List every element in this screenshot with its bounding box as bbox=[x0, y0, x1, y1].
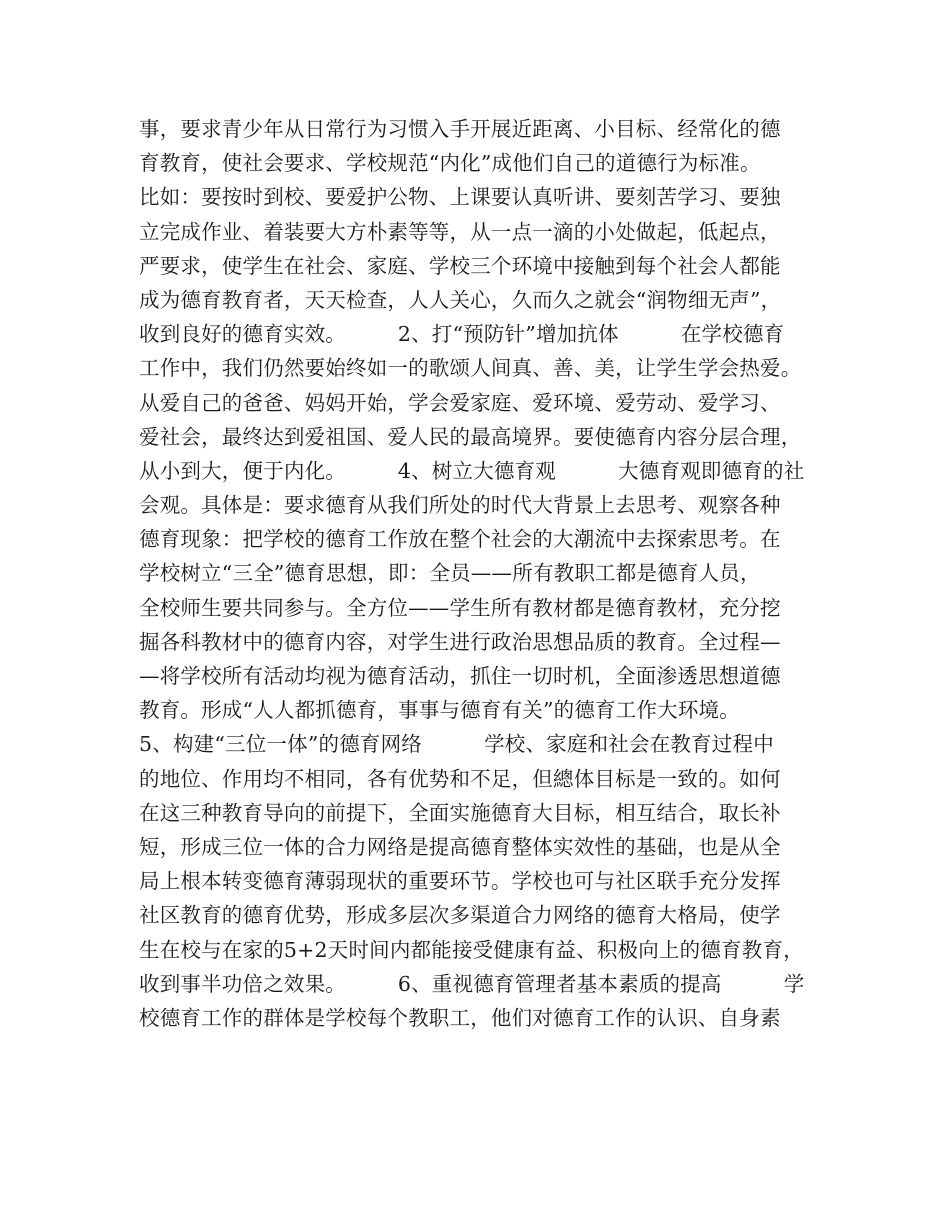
text-line: 比如：要按时到校、要爱护公物、上课要认真听讲、要刻苦学习、要独 bbox=[139, 185, 781, 210]
text-line: 德育现象：把学校的德育工作放在整个社会的大潮流中去探索思考。在 bbox=[139, 527, 781, 552]
text-line: 收到事半功倍之效果。 6、重视德育管理者基本素质的提高 学 bbox=[139, 971, 805, 996]
text-line: 立完成作业、着装要大方朴素等等，从一点一滴的小处做起，低起点， bbox=[139, 219, 781, 244]
text-line: 生在校与在家的5+2天时间内都能接受健康有益、积极向上的德育教育， bbox=[139, 937, 804, 962]
text-line: 局上根本转变德育薄弱现状的重要环节。学校也可与社区联手充分发挥 bbox=[139, 869, 781, 894]
text-line: 5、构建“三位一体”的德育网络 学校、家庭和社会在教育过程中 bbox=[139, 732, 774, 757]
text-line: 从小到大，便于内化。 4、树立大德育观 大德育观即德育的社 bbox=[139, 458, 805, 483]
text-line: 在这三种教育导向的前提下，全面实施德育大目标，相互结合，取长补 bbox=[139, 800, 781, 825]
text-line: 收到良好的德育实效。 2、打“预防针”增加抗体 在学校德育 bbox=[139, 322, 785, 347]
text-line: 全校师生要共同参与。全方位——学生所有教材都是德育教材，充分挖 bbox=[139, 595, 781, 620]
text-line: 社区教育的德育优势，形成多层次多渠道合力网络的德育大格局，使学 bbox=[139, 903, 781, 928]
text-line: 校德育工作的群体是学校每个教职工，他们对德育工作的认识、自身素 bbox=[139, 1005, 781, 1030]
text-line: 学校树立“三全”德育思想，即：全员——所有教职工都是德育人员， bbox=[139, 561, 761, 586]
text-line: 会观。具体是：要求德育从我们所处的时代大背景上去思考、观察各种 bbox=[139, 493, 781, 518]
text-line: 工作中，我们仍然要始终如一的歌颂人间真、善、美，让学生学会热爱。 bbox=[139, 356, 802, 381]
text-line: 的地位、作用均不相同，各有优势和不足，但總体目标是一致的。如何 bbox=[139, 766, 781, 791]
text-line: 事，要求青少年从日常行为习惯入手开展近距离、小目标、经常化的德 bbox=[139, 117, 781, 141]
text-line: 爱社会，最终达到爱祖国、爱人民的最高境界。要使德育内容分层合理， bbox=[139, 424, 802, 449]
text-line: 掘各科教材中的德育内容，对学生进行政治思想品质的教育。全过程— bbox=[139, 629, 781, 654]
text-line: 从爱自己的爸爸、妈妈开始，学会爱家庭、爱环境、爱劳动、爱学习、 bbox=[139, 390, 781, 415]
text-line: —将学校所有活动均视为德育活动，抓住一切时机，全面渗透思想道德 bbox=[139, 664, 781, 688]
text-line: 成为德育教育者，天天检查，人人关心，久而久之就会“润物细无声”， bbox=[139, 287, 782, 312]
text-line: 严要求，使学生在社会、家庭、学校三个环境中接触到每个社会人都能 bbox=[139, 253, 781, 278]
text-line: 教育。形成“人人都抓德育，事事与德育有关”的德育工作大环境。 bbox=[139, 698, 740, 723]
text-line: 育教育，使社会要求、学校规范“内化”成他们自己的道德行为标准。 bbox=[139, 151, 761, 176]
body-text bbox=[139, 112, 829, 1035]
text-line: 短，形成三位一体的合力网络是提高德育整体实效性的基础，也是从全 bbox=[139, 834, 781, 859]
